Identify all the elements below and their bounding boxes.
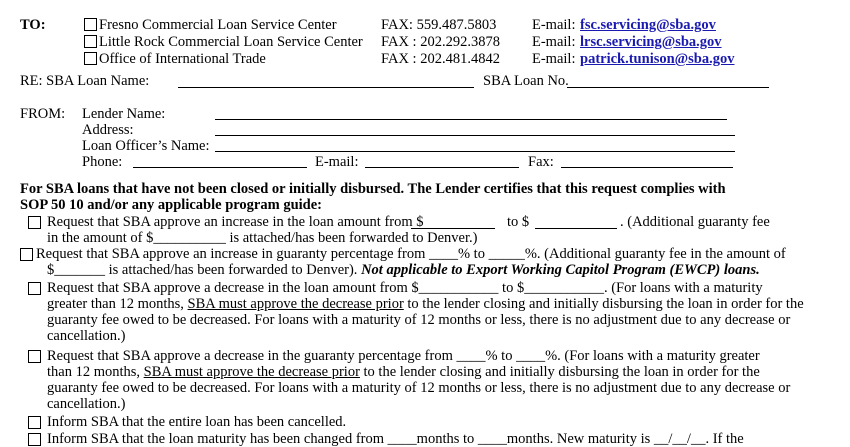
increase-from-amount-field[interactable] <box>411 228 495 229</box>
email-field[interactable] <box>365 167 519 168</box>
ewcp-not-applicable-note: Not applicable to Export Working Capitol Program (EWCP) loans. <box>361 262 760 278</box>
office-fresno-fax: FAX: 559.487.5803 <box>381 17 497 33</box>
office-fresno-name: Fresno Commercial Loan Service Center <box>99 17 337 33</box>
increase-guaranty-checkbox[interactable] <box>20 248 33 261</box>
increase-fee-line: in the amount of $__________ is attached/has been forwarded to Denver.) <box>47 230 478 246</box>
decrease-guaranty-checkbox[interactable] <box>28 350 41 363</box>
lender-name-field[interactable] <box>215 119 727 120</box>
increase-to-amount-field[interactable] <box>535 228 617 229</box>
office-fresno-email-label: E-mail: <box>532 17 576 33</box>
loan-cancelled-text: Inform SBA that the entire loan has been cancelled. <box>47 414 347 430</box>
office-international-trade-email[interactable]: patrick.tunison@sba.gov <box>580 51 735 67</box>
fresno-checkbox[interactable] <box>84 18 97 31</box>
sba-loan-no-label: SBA Loan No. <box>483 73 569 89</box>
office-little-rock-name: Little Rock Commercial Loan Service Center <box>99 34 363 50</box>
intro-line-2: SOP 50 10 and/or any applicable program guide: <box>20 197 322 213</box>
decrease-loan-amount-checkbox[interactable] <box>28 282 41 295</box>
office-little-rock-email[interactable]: lrsc.servicing@sba.gov <box>580 34 722 50</box>
decrease-loan-amount-text: Request that SBA approve a decrease in the loan amount from $___________ to $___________. (For loans with a maturity <box>47 280 763 296</box>
increase-loan-amount-text: Request that SBA approve an increase in the loan amount from $ <box>47 214 424 230</box>
international-trade-checkbox[interactable] <box>84 52 97 65</box>
decrease-guaranty-emphasis: SBA must approve the decrease prior <box>143 364 360 380</box>
decrease-guaranty-line-3: guaranty fee owed to be decreased. For loans with a maturity of 12 months or less, there is no adjustment due to any decrease or <box>47 380 791 396</box>
increase-fee-note: . (Additional guaranty fee <box>620 214 770 230</box>
decrease-loan-amount-line-4: cancellation.) <box>47 328 126 344</box>
increase-to-label: to $ <box>507 214 530 230</box>
office-little-rock-fax: FAX : 202.292.3878 <box>381 34 500 50</box>
decrease-guaranty-line-4: cancellation.) <box>47 396 126 412</box>
office-international-trade-name: Office of International Trade <box>99 51 266 67</box>
phone-field[interactable] <box>133 167 307 168</box>
fax-field[interactable] <box>561 167 733 168</box>
office-international-trade-fax: FAX : 202.481.4842 <box>381 51 500 67</box>
to-label: TO: <box>20 17 46 33</box>
decrease-guaranty-line-2b: to the lender closing and initially disbursing the loan in order for the <box>359 364 760 380</box>
decrease-loan-amount-line-2a: greater than 12 months, <box>47 296 188 312</box>
fax-label: Fax: <box>528 154 554 170</box>
decrease-guaranty-line-2a: than 12 months, <box>47 364 144 380</box>
intro-line-1: For SBA loans that have not been closed or initially disbursed. The Lender certifies that this request complies with <box>20 181 726 197</box>
officer-name-label: Loan Officer’s Name: <box>82 138 210 154</box>
increase-guaranty-fee-text: $_______ is attached/has been forwarded to Denver). <box>47 262 358 278</box>
increase-loan-amount-checkbox[interactable] <box>28 216 41 229</box>
increase-guaranty-text: Request that SBA approve an increase in guaranty percentage from ____% to _____%. (Additional guaranty fee in the amount of <box>36 246 786 262</box>
phone-label: Phone: <box>82 154 123 170</box>
decrease-loan-amount-line-2 <box>47 296 804 312</box>
little-rock-checkbox[interactable] <box>84 35 97 48</box>
address-field[interactable] <box>215 135 735 136</box>
re-loan-name-label: RE: SBA Loan Name: <box>20 73 150 89</box>
increase-guaranty-fee-line <box>47 262 760 278</box>
email-label: E-mail: <box>315 154 359 170</box>
address-label: Address: <box>82 122 134 138</box>
decrease-loan-amount-line-2b: to the lender closing and initially disbursing the loan in order for the <box>403 296 804 312</box>
maturity-changed-checkbox[interactable] <box>28 433 41 446</box>
decrease-loan-amount-line-3: guaranty fee owed to be decreased. For loans with a maturity of 12 months or less, there is no adjustment due to any decrease or <box>47 312 791 328</box>
loan-name-field[interactable] <box>178 87 474 88</box>
decrease-guaranty-text: Request that SBA approve a decrease in the guaranty percentage from ____% to ____%. (For loans with a maturity greater <box>47 348 760 364</box>
loan-cancelled-checkbox[interactable] <box>28 416 41 429</box>
decrease-loan-amount-emphasis: SBA must approve the decrease prior <box>187 296 404 312</box>
lender-name-label: Lender Name: <box>82 106 166 122</box>
office-little-rock-email-label: E-mail: <box>532 34 576 50</box>
office-international-trade-email-label: E-mail: <box>532 51 576 67</box>
from-label: FROM: <box>20 106 66 122</box>
officer-name-field[interactable] <box>215 151 735 152</box>
decrease-guaranty-line-2 <box>47 364 760 380</box>
office-fresno-email[interactable]: fsc.servicing@sba.gov <box>580 17 716 33</box>
maturity-changed-text: Inform SBA that the loan maturity has been changed from ____months to ____months. New maturity is __/__/__. If the <box>47 431 744 447</box>
sba-loan-no-field[interactable] <box>567 87 769 88</box>
